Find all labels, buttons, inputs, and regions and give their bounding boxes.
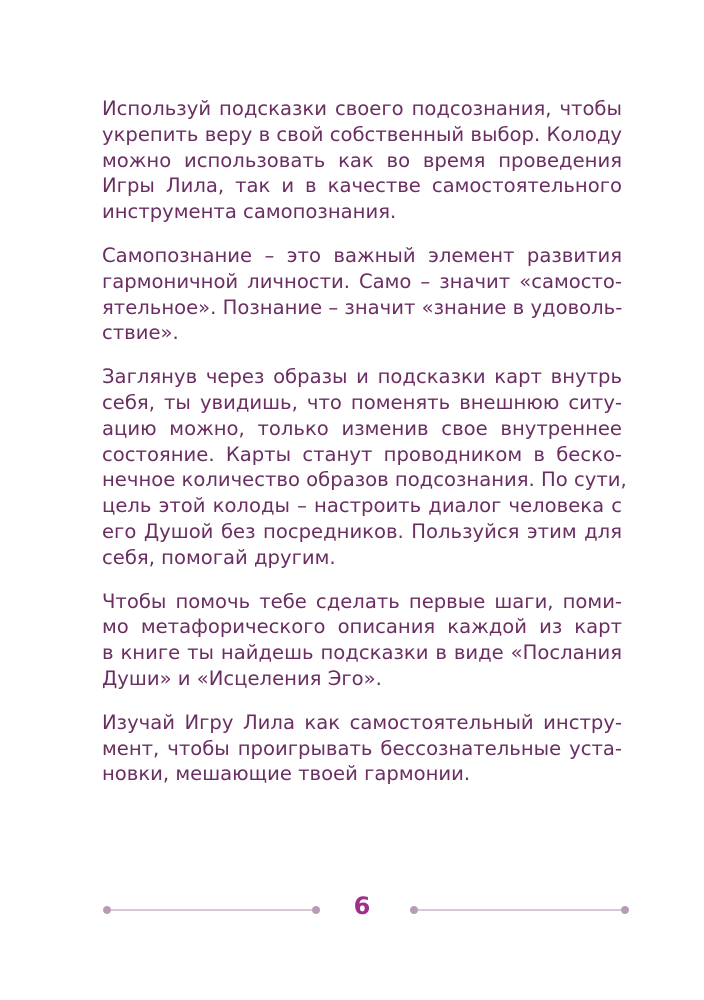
- text-line: мо метафорического описания каждой из карт: [102, 615, 622, 639]
- paragraph: [102, 243, 622, 346]
- right-divider-dot-outer: [621, 906, 629, 914]
- text-line: Самопознание – это важный элемент развития: [102, 243, 622, 267]
- text-line: укрепить веру в свой собственный выбор. Колоду: [102, 122, 622, 146]
- paragraph: [102, 96, 622, 225]
- text-line: Души» и «Исцеления Эго».: [102, 666, 382, 690]
- text-line: Игры Лила, так и в качестве самостоятельного: [102, 174, 622, 198]
- paragraph: [102, 364, 627, 570]
- text-line: Чтобы помочь тебе сделать первые шаги, поми-: [102, 589, 622, 613]
- paragraph: [102, 710, 622, 787]
- text-line: инструмента самопознания.: [102, 200, 397, 224]
- text-line: Изучай Игру Лила как самостоятельный инстру-: [102, 710, 622, 734]
- right-divider-dot-inner: [410, 906, 418, 914]
- page-number: 6: [353, 892, 371, 920]
- text-line: Используй подсказки своего подсознания, чтобы: [102, 97, 622, 120]
- text-line: себя, помогай другим.: [102, 545, 336, 569]
- text-line: цель этой колоды – настроить диалог человека с: [102, 494, 622, 518]
- text-line: можно использовать как во время проведения: [102, 148, 622, 172]
- text-line: мент, чтобы проигрывать бессознательные уста-: [102, 736, 622, 760]
- text-line: гармоничной личности. Само – значит «самосто-: [102, 269, 622, 293]
- text-line: нечное количество образов подсознания. По сути,: [102, 468, 627, 492]
- text-line: себя, ты увидишь, что поменять внешнюю ситу-: [102, 390, 622, 414]
- text-line: ятельное». Познание – значит «знание в удоволь-: [102, 295, 623, 319]
- text-line: состояние. Карты станут проводником в беско-: [102, 442, 622, 466]
- text-line: новки, мешающие твоей гармонии.: [102, 762, 471, 786]
- text-line: его Душой без посредников. Пользуйся этим для: [102, 519, 622, 543]
- left-divider-dot-inner: [312, 906, 320, 914]
- text-line: Заглянув через образы и подсказки карт внутрь: [102, 365, 622, 389]
- paragraph: [102, 589, 622, 692]
- text-line: в книге ты найдешь подсказки в виде «Послания: [102, 641, 622, 665]
- page-footer: [0, 890, 704, 930]
- left-divider-dot-outer: [103, 906, 111, 914]
- body-text: [102, 96, 627, 805]
- text-line: ствие».: [102, 321, 179, 345]
- text-line: ацию можно, только изменив свое внутреннее: [102, 416, 622, 440]
